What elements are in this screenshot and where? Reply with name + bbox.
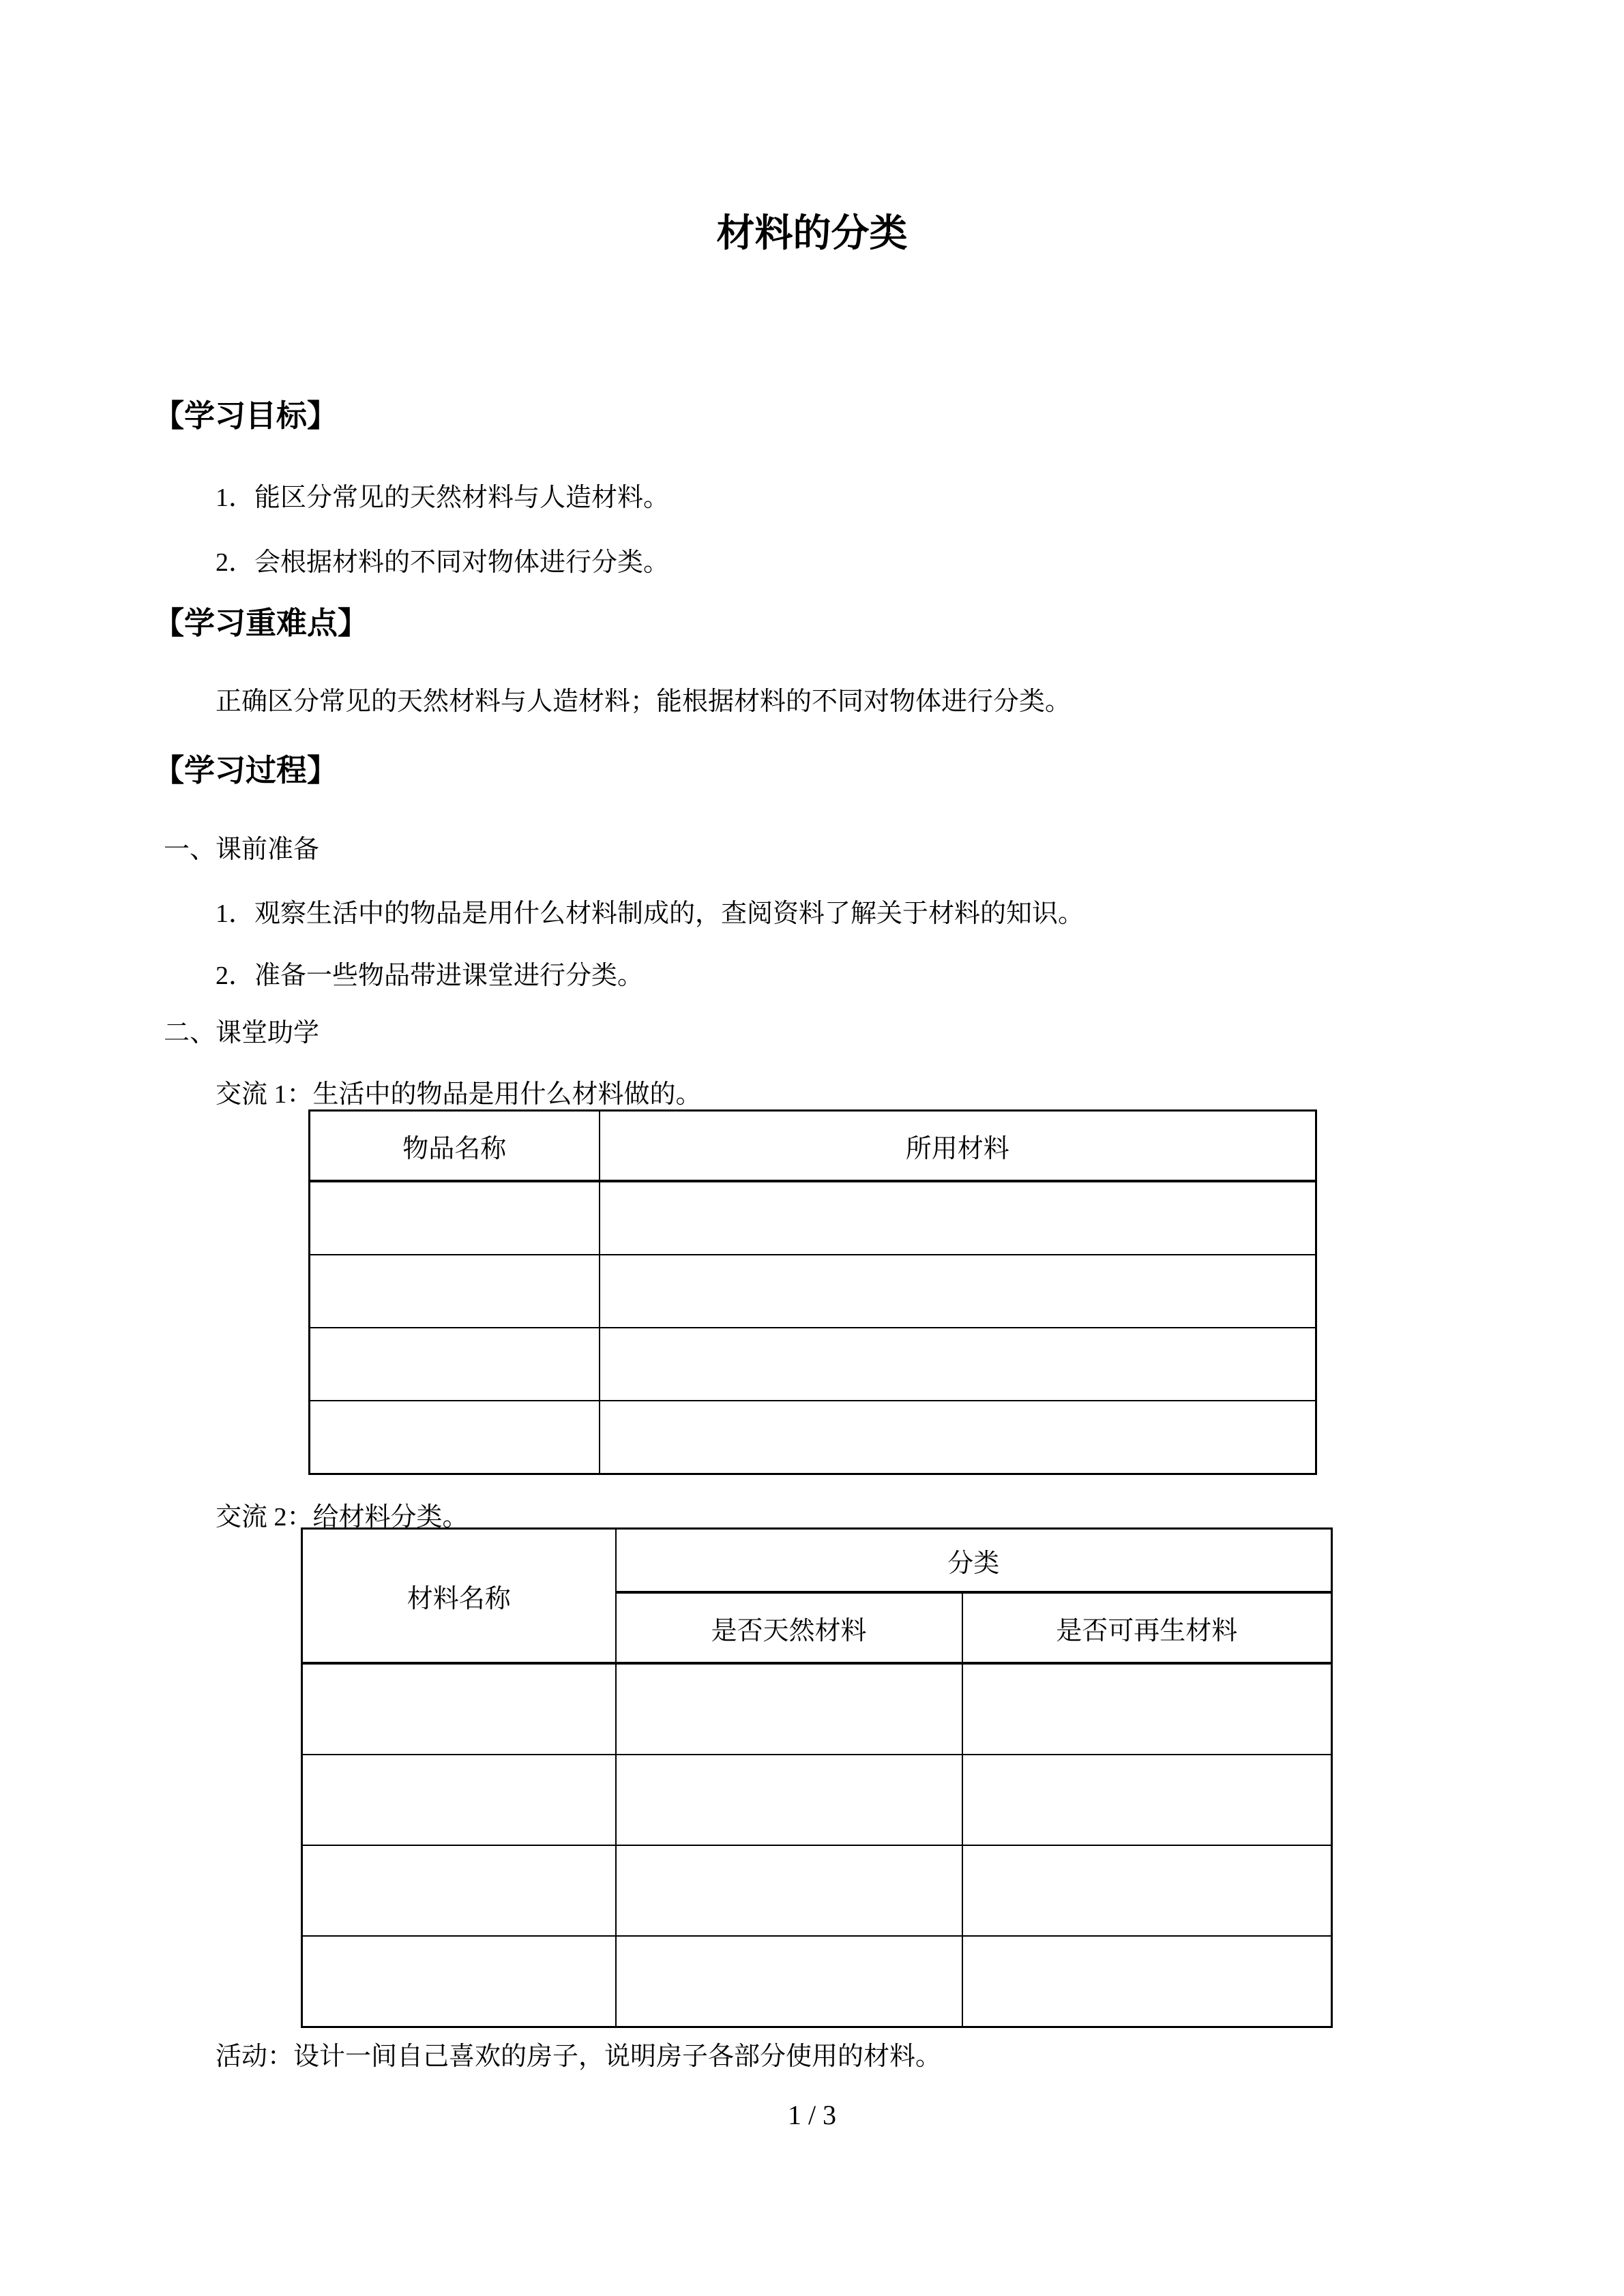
table-row xyxy=(310,1401,1316,1474)
prep-item-1: 1．观察生活中的物品是用什么材料制成的，查阅资料了解关于材料的知识。 xyxy=(216,899,1084,928)
empty-cell xyxy=(302,1845,616,1936)
column-header-material-name: 材料名称 xyxy=(302,1529,616,1664)
activity-label: 活动：设计一间自己喜欢的房子，说明房子各部分使用的材料。 xyxy=(216,2042,942,2071)
table-row xyxy=(310,1181,1316,1255)
empty-cell xyxy=(616,1936,962,2027)
column-header-material-used: 所用材料 xyxy=(600,1111,1316,1182)
empty-cell xyxy=(302,1936,616,2027)
heading-key-points: 【学习重难点】 xyxy=(153,606,369,640)
heading-learning-process: 【学习过程】 xyxy=(153,754,338,788)
empty-cell xyxy=(310,1255,600,1328)
empty-cell xyxy=(616,1755,962,1845)
empty-cell xyxy=(600,1255,1316,1328)
section-prep-heading: 一、课前准备 xyxy=(164,835,320,864)
table-row xyxy=(302,1936,1332,2027)
empty-cell xyxy=(962,1936,1332,2027)
group-header-classification: 分类 xyxy=(616,1529,1332,1593)
section-class-heading: 二、课堂助学 xyxy=(164,1019,320,1047)
table-row xyxy=(302,1845,1332,1936)
empty-cell xyxy=(600,1328,1316,1401)
page-number: 1 / 3 xyxy=(787,2100,837,2130)
table-row xyxy=(310,1255,1316,1328)
empty-cell xyxy=(310,1401,600,1474)
page-title: 材料的分类 xyxy=(716,213,908,255)
column-header-renewable-material: 是否可再生材料 xyxy=(962,1592,1332,1663)
table-row xyxy=(302,1755,1332,1845)
materials-classification-table xyxy=(301,1527,1333,2028)
table-row xyxy=(310,1328,1316,1401)
prep-item-2: 2．准备一些物品带进课堂进行分类。 xyxy=(216,961,644,990)
column-header-item-name: 物品名称 xyxy=(310,1111,600,1182)
empty-cell xyxy=(962,1845,1332,1936)
empty-cell xyxy=(302,1663,616,1755)
heading-learning-objectives: 【学习目标】 xyxy=(153,399,338,433)
exchange2-label: 交流 2：给材料分类。 xyxy=(216,1503,469,1532)
empty-cell xyxy=(962,1663,1332,1755)
empty-cell xyxy=(310,1328,600,1401)
exchange1-label: 交流 1：生活中的物品是用什么材料做的。 xyxy=(216,1080,702,1109)
table-row xyxy=(302,1663,1332,1755)
empty-cell xyxy=(962,1755,1332,1845)
empty-cell xyxy=(600,1181,1316,1255)
objective-item-2: 2．会根据材料的不同对物体进行分类。 xyxy=(216,548,670,577)
empty-cell xyxy=(302,1755,616,1845)
empty-cell xyxy=(600,1401,1316,1474)
empty-cell xyxy=(310,1181,600,1255)
column-header-natural-material: 是否天然材料 xyxy=(616,1592,962,1663)
empty-cell xyxy=(616,1663,962,1755)
items-materials-table xyxy=(308,1109,1317,1475)
empty-cell xyxy=(616,1845,962,1936)
objective-item-1: 1．能区分常见的天然材料与人造材料。 xyxy=(216,483,670,512)
key-points-text: 正确区分常见的天然材料与人造材料；能根据材料的不同对物体进行分类。 xyxy=(216,687,1072,716)
